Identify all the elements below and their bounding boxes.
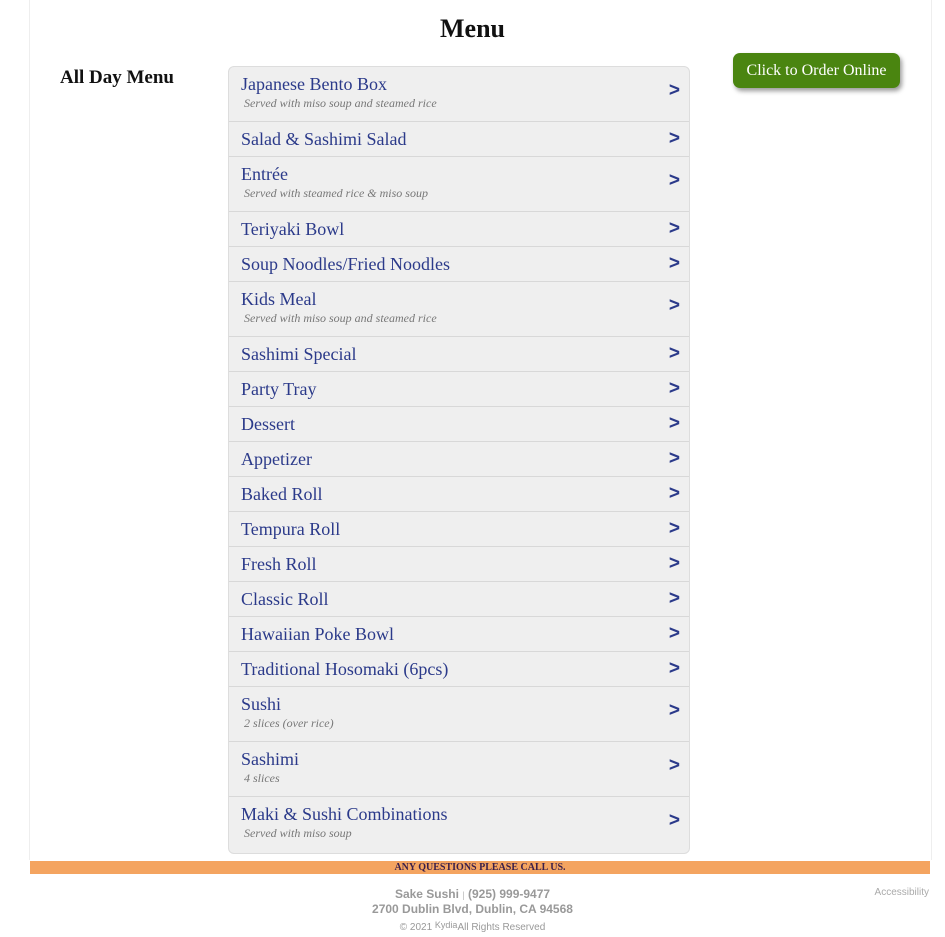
menu-category-item[interactable] — [229, 407, 689, 442]
menu-category-item[interactable] — [229, 337, 689, 372]
chevron-right-icon: > — [668, 295, 680, 316]
category-title: Baked Roll — [241, 484, 323, 504]
category-title: Appetizer — [241, 449, 312, 469]
category-title: Sushi — [241, 694, 282, 714]
category-subtitle: Served with miso soup and steamed rice — [244, 96, 437, 110]
restaurant-name: Sake Sushi — [394, 887, 459, 901]
chevron-right-icon: > — [668, 810, 680, 831]
footer — [0, 887, 945, 935]
category-title: Kids Meal — [241, 289, 317, 309]
menu-category-item[interactable] — [229, 547, 689, 582]
category-title: Sashimi — [241, 749, 300, 769]
menu-category-item[interactable] — [229, 212, 689, 247]
menu-category-item[interactable] — [229, 282, 689, 337]
accessibility-link[interactable]: Accessibility — [874, 887, 929, 898]
chevron-right-icon: > — [668, 378, 680, 399]
category-title: Party Tray — [241, 379, 317, 399]
menu-category-item[interactable] — [229, 477, 689, 512]
copyright: © 2021 — [399, 922, 433, 933]
order-online-button[interactable]: Click to Order Online — [733, 53, 900, 88]
category-title: Fresh Roll — [241, 554, 317, 574]
category-title: Japanese Bento Box — [241, 74, 387, 94]
category-title: Soup Noodles/Fried Noodles — [241, 254, 450, 274]
chevron-right-icon: > — [668, 518, 680, 539]
category-title: Maki & Sushi Combinations — [241, 804, 448, 824]
category-title: Sashimi Special — [241, 344, 357, 364]
chevron-right-icon: > — [668, 448, 680, 469]
category-subtitle: 2 slices (over rice) — [244, 716, 334, 730]
chevron-right-icon: > — [668, 80, 680, 101]
category-subtitle: Served with miso soup — [244, 826, 352, 840]
chevron-right-icon: > — [668, 588, 680, 609]
menu-category-item[interactable] — [229, 122, 689, 157]
chevron-right-icon: > — [668, 755, 680, 776]
category-title: Salad & Sashimi Salad — [241, 129, 407, 149]
menu-category-item[interactable] — [229, 512, 689, 547]
chevron-right-icon: > — [668, 218, 680, 239]
menu-category-item[interactable] — [229, 687, 689, 742]
menu-category-item[interactable] — [229, 582, 689, 617]
category-title: Classic Roll — [241, 589, 329, 609]
separator: | — [462, 890, 465, 900]
category-title: Dessert — [241, 414, 295, 434]
menu-category-item[interactable] — [229, 797, 689, 853]
page-title: Menu — [440, 14, 505, 43]
menu-category-item[interactable] — [229, 742, 689, 797]
chevron-right-icon: > — [668, 170, 680, 191]
chevron-right-icon: > — [668, 700, 680, 721]
chevron-right-icon: > — [668, 128, 680, 149]
category-title: Hawaiian Poke Bowl — [241, 624, 394, 644]
chevron-right-icon: > — [668, 483, 680, 504]
kydia-link[interactable]: Kydia — [434, 920, 458, 930]
category-title: Tempura Roll — [241, 519, 341, 539]
chevron-right-icon: > — [668, 343, 680, 364]
category-title: Traditional Hosomaki (6pcs) — [241, 659, 449, 679]
menu-category-item[interactable] — [229, 67, 689, 122]
menu-category-heading: All Day Menu — [60, 67, 174, 88]
menu-category-item[interactable] — [229, 372, 689, 407]
menu-category-item[interactable] — [229, 617, 689, 652]
phone-link[interactable]: (925) 999-9477 — [468, 887, 551, 901]
questions-banner: ANY QUESTIONS PLEASE CALL US. — [30, 861, 930, 874]
chevron-right-icon: > — [668, 413, 680, 434]
category-title: Entrée — [241, 164, 288, 184]
category-subtitle: 4 slices — [244, 771, 280, 785]
menu-category-item[interactable] — [229, 157, 689, 212]
menu-category-item[interactable] — [229, 442, 689, 477]
chevron-right-icon: > — [668, 253, 680, 274]
menu-category-item[interactable] — [229, 652, 689, 687]
menu-category-list — [228, 66, 690, 854]
category-title: Teriyaki Bowl — [241, 219, 345, 239]
rights: All Rights Reserved — [457, 922, 546, 933]
chevron-right-icon: > — [668, 658, 680, 679]
chevron-right-icon: > — [668, 553, 680, 574]
chevron-right-icon: > — [668, 623, 680, 644]
category-subtitle: Served with miso soup and steamed rice — [244, 311, 437, 325]
address: 2700 Dublin Blvd, Dublin, CA 94568 — [372, 902, 573, 916]
category-subtitle: Served with steamed rice & miso soup — [244, 186, 428, 200]
menu-category-item[interactable] — [229, 247, 689, 282]
